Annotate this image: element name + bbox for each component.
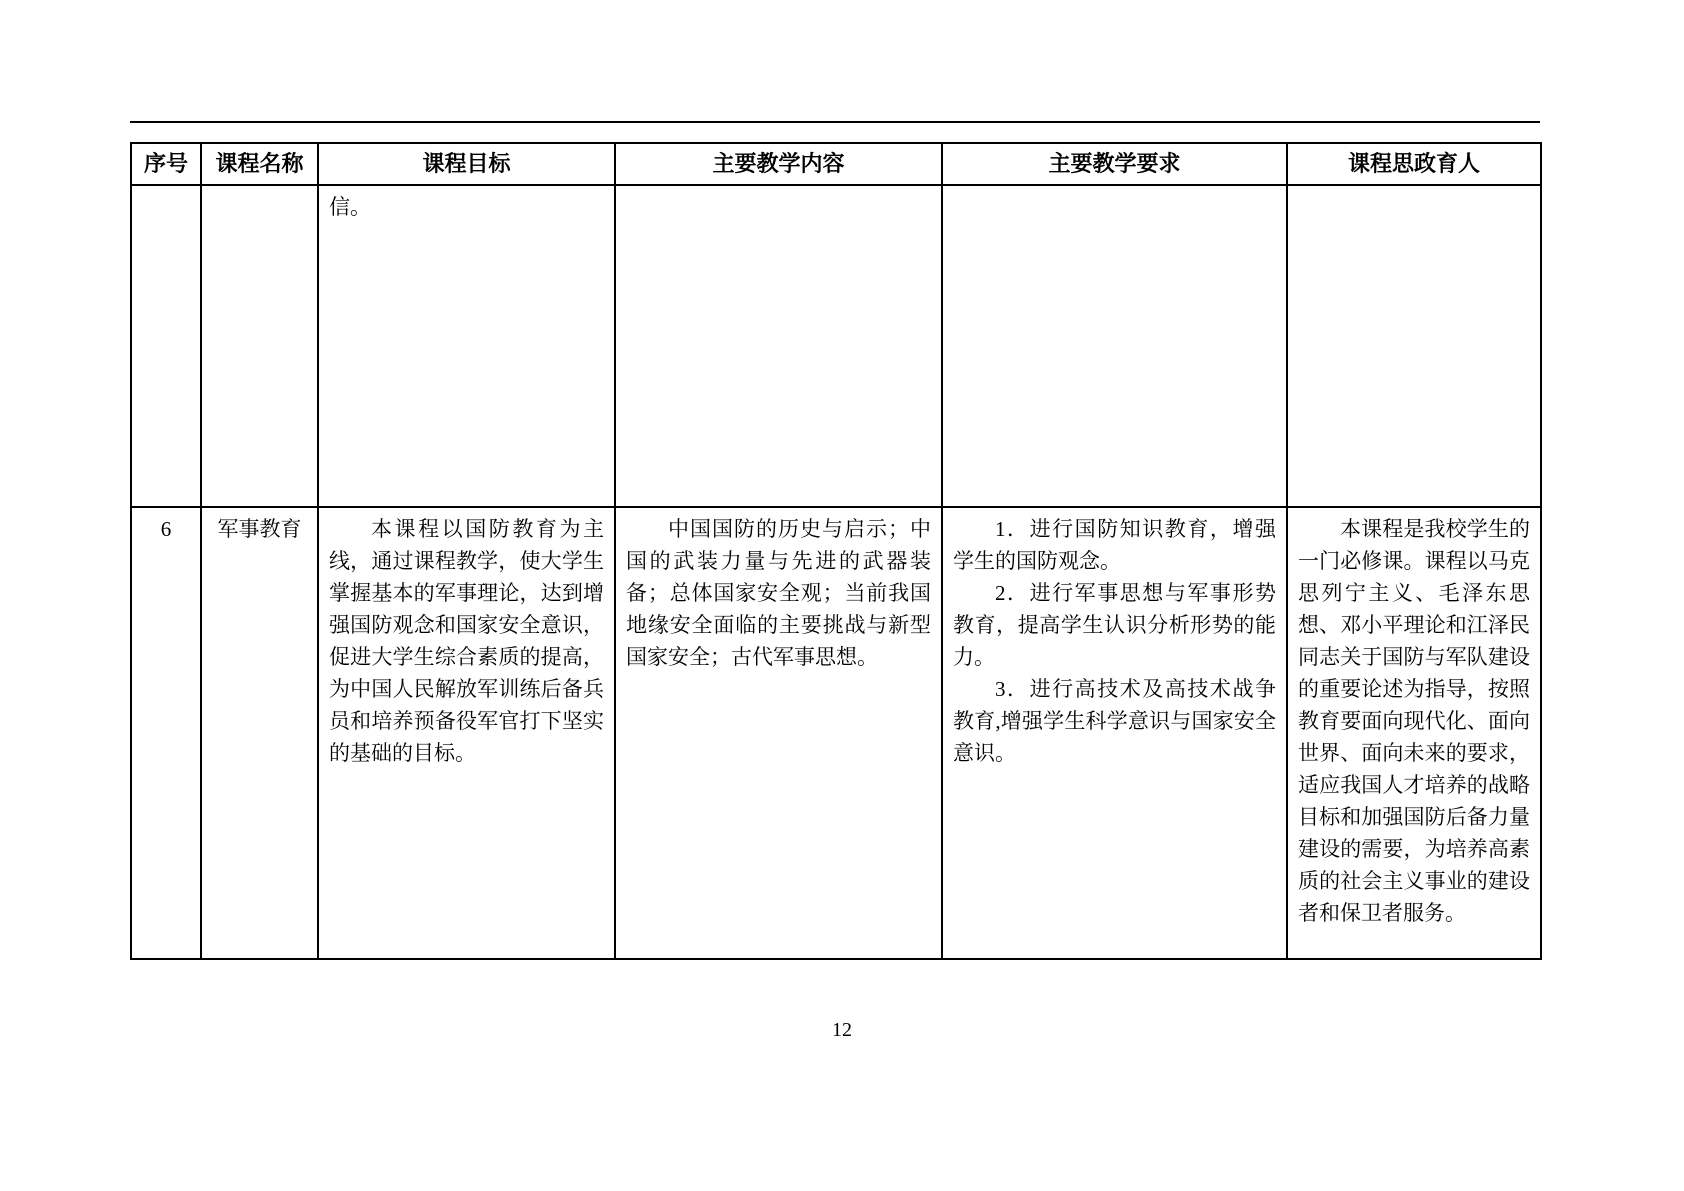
cell-ideology: [1287, 507, 1541, 959]
table-row-continuation: [131, 185, 1541, 507]
cell-objectives-continuation: [318, 185, 615, 507]
header-objectives: 课程目标: [318, 143, 615, 185]
header-requirements: 主要教学要求: [942, 143, 1287, 185]
header-ideology: 课程思政育人: [1287, 143, 1541, 185]
table-row-6: [131, 507, 1541, 959]
cell-requirements-empty: [942, 185, 1287, 507]
cell-requirements: [942, 507, 1287, 959]
header-course-name: 课程名称: [201, 143, 318, 185]
ideology-text: 本课程是我校学生的一门必修课。课程以马克思列宁主义、毛泽东思想、邓小平理论和江泽民同志关于国防与军队建设的重要论述为指导，按照教育要面向现代化、面向世界、面向未来的要求，适应我国人才培养的战略目标和加强国防后备力量建设的需要，为培养高素质的社会主义事业的建设者和保卫者服务。: [1298, 517, 1530, 925]
table-header-row: [131, 143, 1541, 185]
cell-seq: [131, 507, 201, 959]
objectives-continuation-text: 信。: [329, 195, 371, 219]
header-content: 主要教学内容: [615, 143, 942, 185]
cell-ideology-empty: [1287, 185, 1541, 507]
requirement-item-3: 3．进行高技术及高技术战争教育,增强学生科学意识与国家安全意识。: [953, 677, 1276, 765]
cell-objectives: [318, 507, 615, 959]
content-text: 中国国防的历史与启示；中国的武装力量与先进的武器装备；总体国家安全观；当前我国地缘安全面临的主要挑战与新型国家安全；古代军事思想。: [626, 517, 931, 669]
course-name-value: 军事教育: [217, 517, 302, 541]
objectives-text: 本课程以国防教育为主线，通过课程教学，使大学生掌握基本的军事理论，达到增强国防观念和国家安全意识，促进大学生综合素质的提高，为中国人民解放军训练后备兵员和培养预备役军官打下坚实的基础的目标。: [329, 517, 604, 765]
courses-table: [130, 142, 1542, 960]
requirement-item-2: 2．进行军事思想与军事形势教育，提高学生认识分析形势的能力。: [953, 581, 1276, 669]
cell-course-name-empty: [201, 185, 318, 507]
page-header-rule: [130, 121, 1540, 123]
page-number: 12: [832, 1019, 852, 1041]
header-seq: 序号: [131, 143, 201, 185]
requirement-item-1: 1．进行国防知识教育，增强学生的国防观念。: [953, 517, 1276, 573]
cell-course-name: [201, 507, 318, 959]
seq-value: 6: [160, 517, 172, 541]
cell-content: [615, 507, 942, 959]
cell-seq-empty: [131, 185, 201, 507]
cell-content-empty: [615, 185, 942, 507]
